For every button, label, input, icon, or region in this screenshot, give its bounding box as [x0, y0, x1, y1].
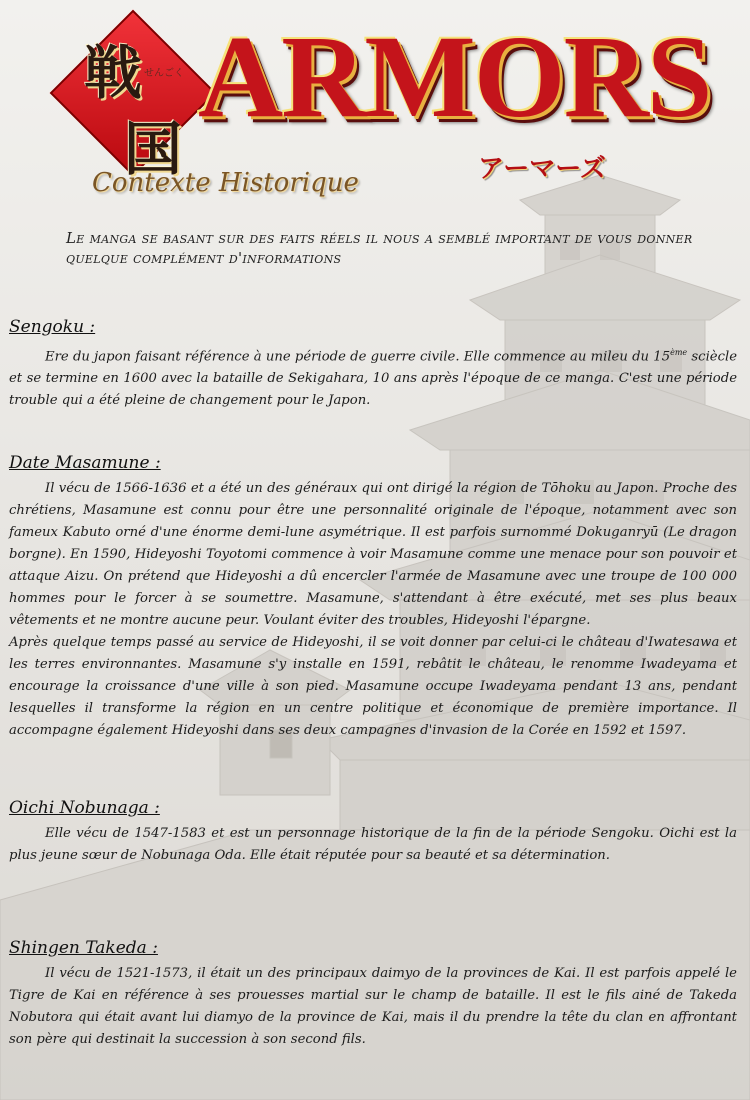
section-heading: Sengoku : — [9, 317, 96, 337]
section-heading: Oichi Nobunaga : — [9, 798, 160, 818]
logo-furigana: せんごく — [144, 68, 184, 79]
section-paragraph: Après quelque temps passé au service de Hideyoshi, il se voit donner par celui-ci le château d'Iwatesawa et les terres environnantes. Masamune s'y installe en 1591, rebâtit le château, le renomme Iwadeyama et encourage la croissance d'une ville à son pied. Masamune occupe Iwadeyama pendant 13 ans, pendant lesquelles il transforme la région en un centre politique et économique de première importance. Il accompagne également Hideyoshi dans ses deux campagnes d'invasion de la Corée en 1592 et 1597. — [9, 635, 737, 738]
section-oichi-nobunaga — [9, 797, 737, 867]
section-heading: Date Masamune : — [9, 453, 161, 473]
section-paragraph: Il vécu de 1566-1636 et a été un des généraux qui ont dirigé la région de Tōhoku au Japon. Proche des chrétiens, Masamune est connu pour être une personnalité originale de l'époque, notamment avec son fameux Kabuto orné d'une énorme demi-lune asymétrique. Il est parfois surnommé Dokuganryū (Le dragon borgne). En 1590, Hideyoshi Toyotomi commence à voir Masamune comme une menace pour son pouvoir et attaque Aizu. On prétend que Hideyoshi a dû encercler l'armée de Masamune avec une troupe de 100 000 hommes pour le forcer à se soumettre. Masamune, s'attendant à être exécuté, met ses plus beaux vêtements et ne montre aucune peur. Voulant éviter des troubles, Hideyoshi l'épargne. — [9, 481, 737, 628]
superscript-ordinal: ème — [670, 348, 688, 357]
section-paragraph: Elle vécu de 1547-1583 et est un personnage historique de la fin de la période Sengoku. Oichi est la plus jeune sœur de Nobunaga Oda. Elle était réputée pour sa beauté et sa détermination. — [9, 826, 737, 863]
paragraph-text-end: sciècle et se termine en 1600 avec la bataille de Sekigahara, 10 ans après l'époque de ce manga. C'est une période trouble qui a été pleine de changement pour le Japon. — [9, 349, 737, 409]
logo-katakana: アーマーズ — [478, 154, 606, 184]
section-sengoku — [9, 316, 737, 412]
section-date-masamune — [9, 452, 737, 742]
logo-kanji-sen: 戦 — [84, 39, 143, 107]
sengoku-armors-logo — [70, 11, 711, 204]
section-paragraph: Il vécu de 1521-1573, il était un des principaux daimyo de la provinces de Kai. Il est parfois appelé le Tigre de Kai en référence à ses prouesses martial sur le champ de bataille. Il est le fils ainé de Takeda Nobutora qui était avant lui diamyo de la province de Kai, mais il du prendre la tête du clan en affrontant son père qui destinait la succession à son second fils. — [9, 966, 737, 1047]
page-subtitle: Contexte Historique — [92, 168, 359, 198]
intro-text: Le manga se basant sur des faits réels il nous a semblé important de vous donner quelque complément d'informations — [66, 229, 693, 267]
paragraph-text-start: Ere du japon faisant référence à une période de guerre civile. Elle commence au mileu du 15 — [45, 349, 671, 365]
logo-title: ARMORS — [198, 11, 711, 142]
section-shingen-takeda — [9, 937, 737, 1051]
section-paragraph — [9, 342, 737, 412]
logo-kanji-goku: 国 — [124, 115, 183, 183]
section-heading: Shingen Takeda : — [9, 938, 158, 958]
